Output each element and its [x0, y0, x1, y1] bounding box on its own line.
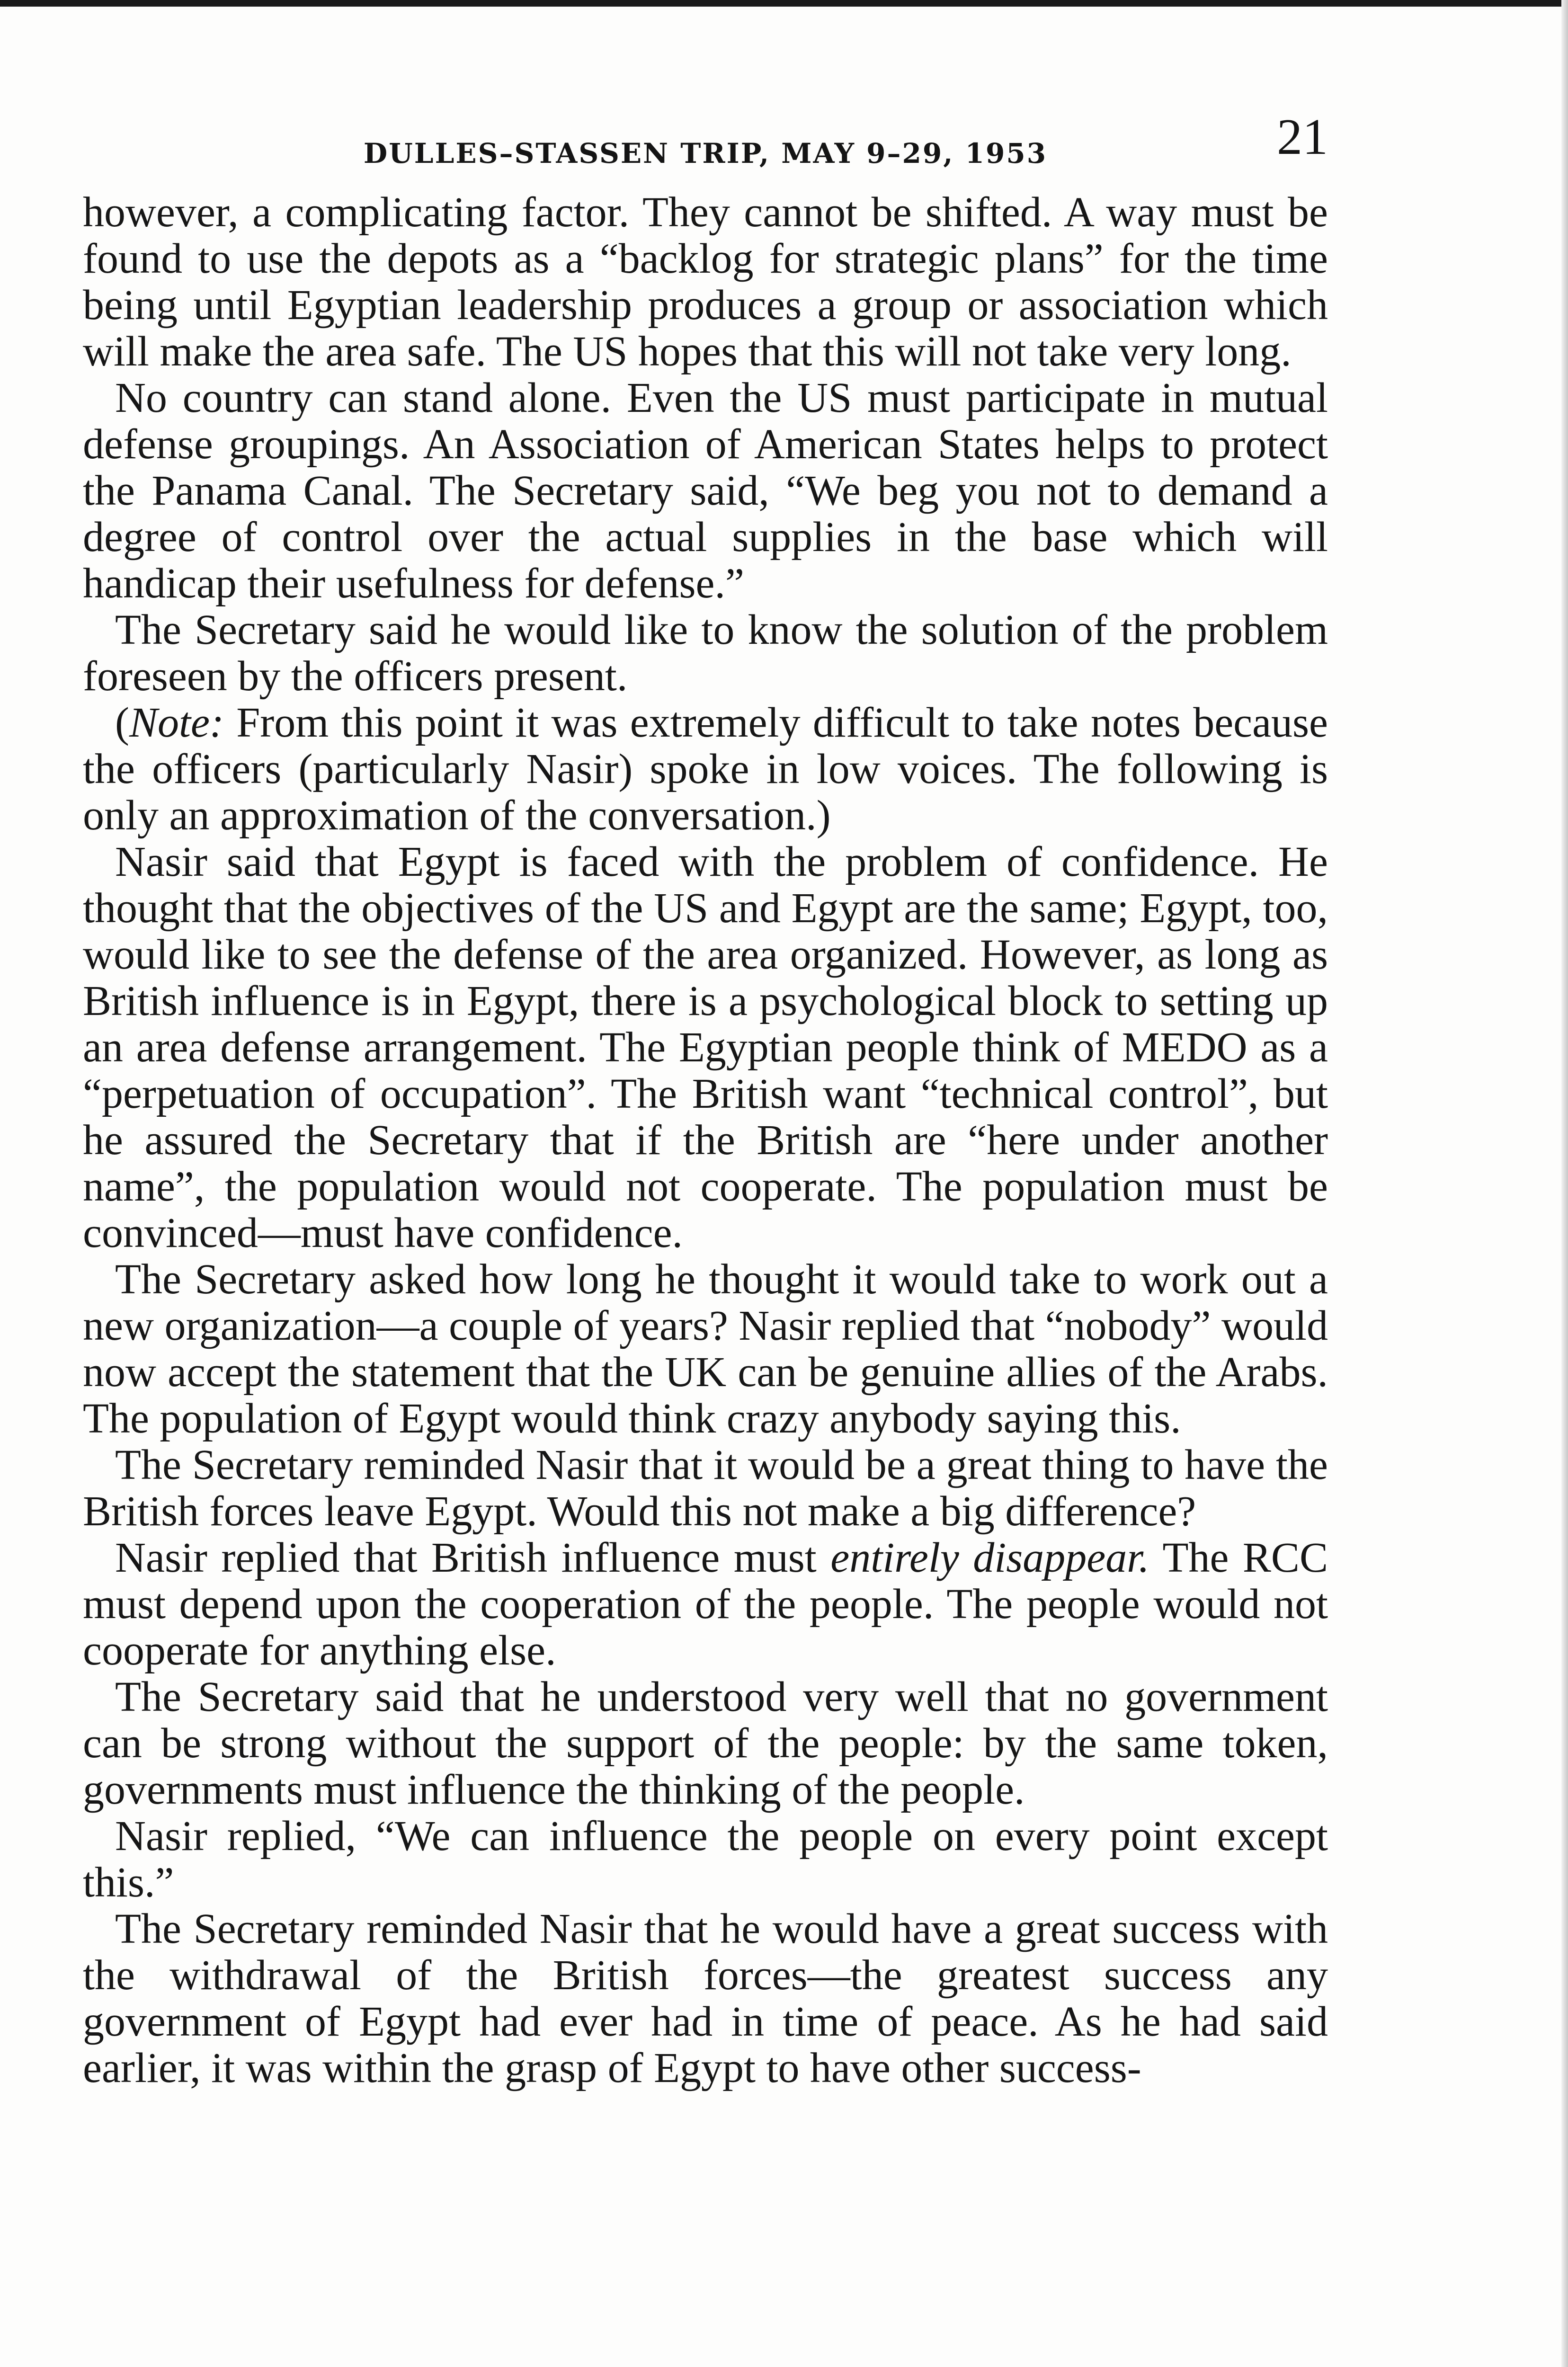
paragraph: The Secretary reminded Nasir that he would have a great success with the withdrawal of the British forces—the greatest success any government of Egypt had ever had in time of peace. As he had said earlier, it was within the grasp of Egypt to have other success- — [83, 1905, 1328, 2091]
paragraph-tail: The RCC must depend upon the cooperation of the people. The people would not cooperate for anything else. — [83, 1534, 1328, 1674]
running-title: DULLES–STASSEN TRIP, MAY 9–29, 1953 — [363, 137, 1048, 169]
paragraph: The Secretary said he would like to know the solution of the problem foreseen by the officers present. — [83, 606, 1328, 700]
page-number: 21 — [1277, 109, 1328, 165]
paragraph: The Secretary said that he understood very well that no government can be strong without the support of the people: by the same token, governments must influence the thinking of the people. — [83, 1673, 1328, 1813]
running-head — [83, 108, 1328, 169]
note-open-paren: ( — [115, 699, 129, 746]
note-text: From this point it was extremely difficult to take notes because the officers (particularly Nasir) spoke in low voices. The following is only an approximation of the conversation.) — [83, 699, 1328, 839]
scan-edge-shadow — [1561, 0, 1568, 2367]
paragraph: however, a complicating factor. They cannot be shifted. A way must be found to use the depots as a “backlog for strategic plans” for the time being until Egyptian leadership produces a group or association which will make the area safe. The US hopes that this will not take very long. — [83, 189, 1328, 375]
paragraph: Nasir said that Egypt is faced with the problem of confidence. He thought that the objectives of the US and Egypt are the same; Egypt, too, would like to see the defense of the area organized. However, as long as British influence is in Egypt, there is a psychological block to setting up an area defense arrangement. The Egyptian people think of MEDO as a “perpetuation of occupation”. The British want “technical control”, but he assured the Secretary that if the British are “here under another name”, the population would not cooperate. The population must be convinced—must have confidence. — [83, 838, 1328, 1256]
note-label: Note: — [129, 699, 224, 746]
paragraph: No country can stand alone. Even the US must participate in mutual defense groupings. An Association of American States helps to protect the Panama Canal. The Secretary said, “We beg you not to demand a degree of control over the actual supplies in the base which will handicap their usefulness for defense.” — [83, 374, 1328, 607]
body-text — [83, 189, 1328, 2091]
paragraph: The Secretary reminded Nasir that it would be a great thing to have the British forces leave Egypt. Would this not make a big difference? — [83, 1442, 1328, 1535]
emphasis-text: entirely disappear. — [830, 1534, 1149, 1581]
paragraph-with-emphasis — [83, 1535, 1328, 1674]
top-edge-rule — [0, 0, 1568, 7]
paragraph-note — [83, 700, 1328, 839]
paragraph-lead: Nasir replied that British influence must — [115, 1534, 831, 1581]
paragraph: Nasir replied, “We can influence the people on every point except this.” — [83, 1813, 1328, 1906]
paragraph: The Secretary asked how long he thought it would take to work out a new organization—a couple of years? Nasir replied that “nobody” would now accept the statement that the UK can be genuine allies of the Arabs. The population of Egypt would think crazy anybody saying this. — [83, 1256, 1328, 1442]
